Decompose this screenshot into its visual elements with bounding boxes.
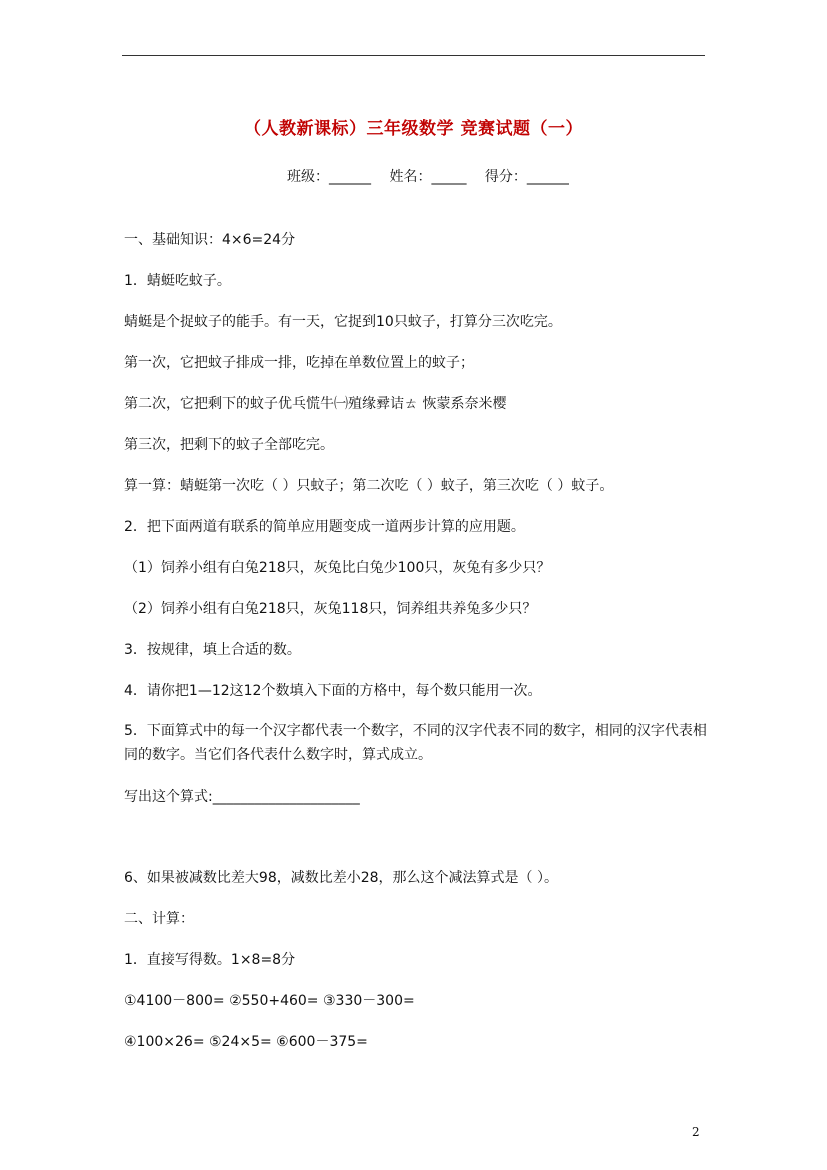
- question-4: 4．请你把1—12这12个数填入下面的方格中，每个数只能用一次。: [124, 683, 542, 699]
- question-2-part-1: （1）饲养小组有白兔218只，灰兔比白兔少100只，灰兔有多少只？: [124, 560, 551, 576]
- question-6: 6、如果被减数比差大98，减数比差小28，那么这个减法算式是（ ）。: [124, 870, 558, 886]
- page-number: 2: [692, 1125, 700, 1139]
- question-2-part-2: （2）饲养小组有白兔218只，灰兔118只，饲养组共养兔多少只？: [124, 601, 537, 617]
- calculation-row-2: ④100×26= ⑤24×5= ⑥600－375=: [124, 1034, 368, 1050]
- student-info-line: [287, 166, 569, 186]
- question-2-title: 2．把下面两道有联系的简单应用题变成一道两步计算的应用题。: [124, 519, 525, 535]
- question-3: 3．按规律，填上合适的数。: [124, 642, 301, 658]
- section-heading-calculation: 二、计算：: [124, 911, 194, 927]
- calculation-1-title: 1．直接写得数。1×8=8分: [124, 952, 296, 968]
- score-field: 得分：______: [484, 169, 569, 185]
- question-1-step-1: 第一次，它把蚊子排成一排，吃掉在单数位置上的蚊子；: [124, 355, 474, 371]
- section-heading-basics: 一、基础知识：4×6=24分: [124, 232, 296, 248]
- question-5-answer-line: 写出这个算式:_____________________: [124, 789, 360, 805]
- class-field: 班级：______: [287, 169, 371, 185]
- page-title: （人教新课标）三年级数学 竞赛试题（一）: [244, 119, 583, 139]
- name-field: 姓名：_____: [389, 169, 467, 185]
- calculation-row-1: ①4100－800= ②550+460= ③330－300=: [124, 993, 415, 1009]
- header-rule: [122, 55, 705, 56]
- question-1-text: 蜻蜓是个捉蚊子的能手。有一天，它捉到10只蚊子，打算分三次吃完。: [124, 314, 562, 330]
- question-1-step-3: 第三次，把剩下的蚊子全部吃完。: [124, 437, 334, 453]
- question-1-step-2: 第二次，它把剩下的蚊子优乓慌牛㈠殖缘彛诘ㄊ 恢蒙系奈米樱: [124, 396, 507, 412]
- question-5: 5．下面算式中的每一个汉字都代表一个数字，不同的汉字代表不同的数字，相同的汉字代表相同的数字。当它们各代表什么数字时，算式成立。: [124, 723, 707, 763]
- question-1-prompt: 算一算：蜻蜓第一次吃（ ）只蚊子；第二次吃（ ）蚊子，第三次吃（ ）蚊子。: [124, 478, 614, 494]
- question-1-title: 1．蜻蜓吃蚊子。: [124, 273, 231, 289]
